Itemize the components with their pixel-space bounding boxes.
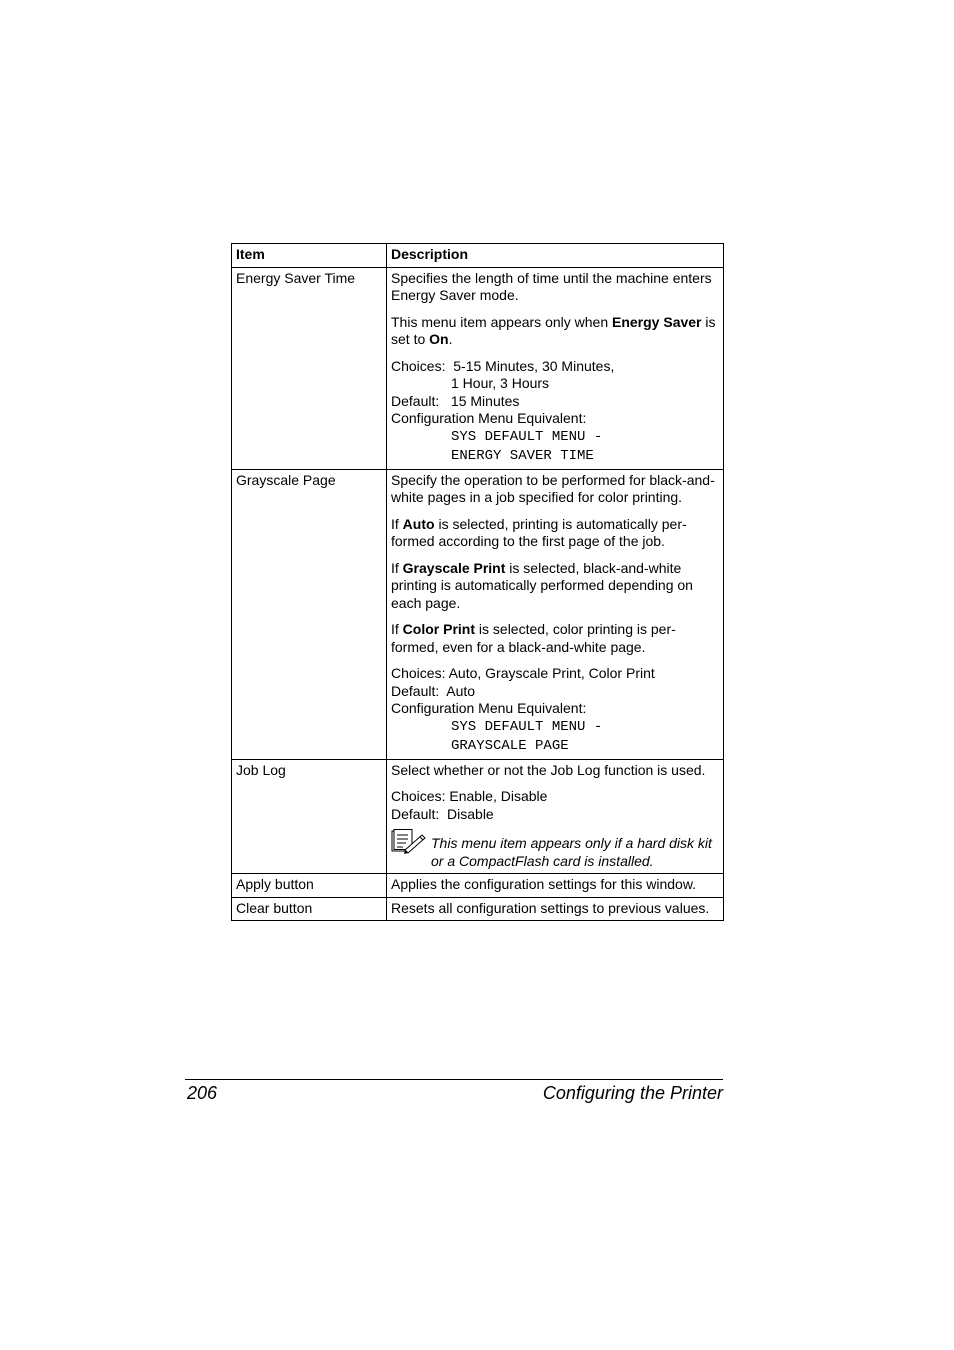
bold-text: Color Print [402, 621, 476, 637]
choices-line: Choices: Enable, Disable [391, 788, 548, 804]
paragraph [391, 516, 720, 551]
description-energy-saver-time [387, 267, 724, 469]
paragraph [391, 314, 720, 349]
table-header-row [232, 244, 724, 268]
bold-text: Grayscale Print [402, 559, 506, 576]
paragraph: Select whether or not the Job Log function is used. [391, 761, 706, 778]
paragraph [391, 560, 720, 613]
menu-path: ENERGY SAVER TIME [451, 447, 594, 464]
choices-line: Choices: 5-15 Minutes, 30 Minutes, [391, 357, 615, 374]
choices-line: 1 Hour, 3 Hours [451, 375, 550, 391]
note [391, 829, 720, 870]
text: . [448, 331, 453, 347]
text: If [391, 621, 403, 637]
choices-block [391, 358, 720, 466]
item-grayscale-page: Grayscale Page [232, 469, 387, 759]
table-row [232, 874, 724, 898]
table-row [232, 469, 724, 759]
note-pencil-icon [391, 829, 431, 859]
page-number: 206 [187, 1083, 218, 1103]
text: If [391, 559, 403, 576]
default-line: Default: 15 Minutes [391, 392, 520, 409]
default-line: Default: Auto [391, 682, 476, 699]
table-row [232, 267, 724, 469]
text: If [391, 515, 403, 532]
header-description: Description [387, 244, 724, 268]
table-row [232, 759, 724, 874]
item-apply-button: Apply button [232, 874, 387, 898]
text: is selected, color printing is per-formed, even for a black-and-white page. [391, 621, 676, 655]
bold-text: Energy Saver [612, 313, 702, 330]
item-job-log: Job Log [232, 759, 387, 874]
menu-path: SYS DEFAULT MENU - [451, 718, 603, 735]
table-row [232, 897, 724, 921]
item-clear-button: Clear button [232, 897, 387, 921]
text: is selected, black-and-white printing is automatically performed depending on each page. [391, 559, 693, 611]
page-footer [185, 1079, 723, 1103]
config-label: Configuration Menu Equivalent: [391, 700, 587, 716]
config-label: Configuration Menu Equivalent: [391, 410, 587, 426]
text: This menu item appears only when [391, 313, 612, 330]
settings-table [231, 243, 724, 921]
paragraph [391, 621, 720, 656]
section-title: Configuring the Printer [542, 1083, 723, 1103]
bold-text: On [429, 331, 449, 347]
description-grayscale-page [387, 469, 724, 759]
item-energy-saver-time: Energy Saver Time [232, 267, 387, 469]
paragraph: Specify the operation to be performed for black-and-white pages in a job specified for color printing. [391, 471, 715, 505]
choices-block [391, 788, 720, 823]
description-job-log [387, 759, 724, 874]
text: is selected, printing is automatically per-formed according to the first page of the job. [391, 515, 687, 549]
menu-path: SYS DEFAULT MENU - [451, 428, 603, 445]
description-clear-button: Resets all configuration settings to previous values. [387, 897, 724, 921]
header-item: Item [232, 244, 387, 268]
note-text: This menu item appears only if a hard disk kit or a CompactFlash card is installed. [431, 835, 712, 869]
bold-text: Auto [402, 515, 435, 532]
default-line: Default: Disable [391, 805, 494, 822]
description-apply-button: Applies the configuration settings for this window. [387, 874, 724, 898]
menu-path: GRAYSCALE PAGE [451, 737, 569, 754]
choices-block [391, 665, 720, 756]
text: is set to [391, 313, 716, 347]
choices-line: Choices: Auto, Grayscale Print, Color Print [391, 665, 655, 681]
paragraph: Specifies the length of time until the machine enters Energy Saver mode. [391, 269, 712, 303]
